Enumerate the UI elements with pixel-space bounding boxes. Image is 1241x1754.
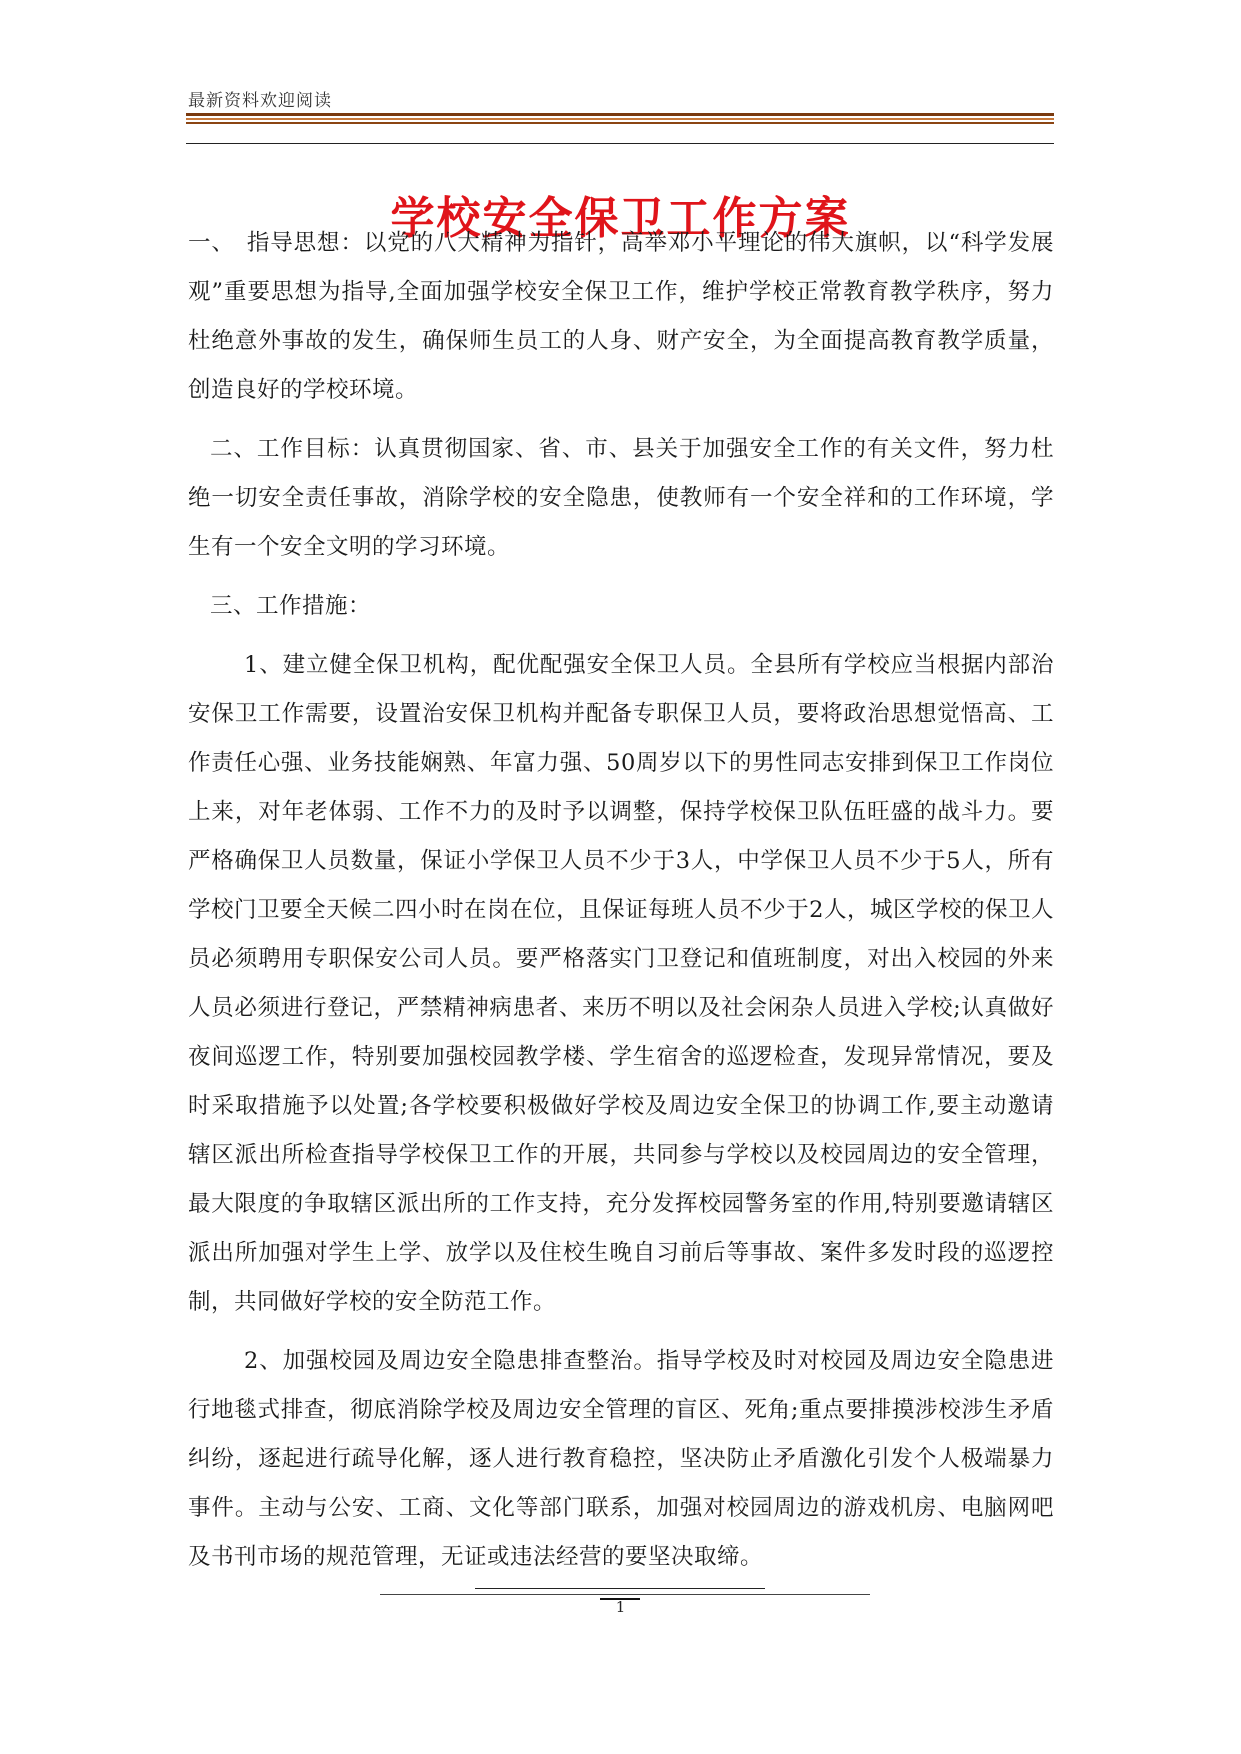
paragraph-work-measures-heading: 三、工作措施：	[210, 593, 372, 619]
paragraph-work-goals: 二、工作目标：认真贯彻国家、省、市、县关于加强安全工作的有关文件，努力杜绝一切安全责任事故，消除学校的安全隐患，使教师有一个安全祥和的工作环境，学生有一个安全文明的学习环境。	[188, 436, 1054, 560]
header-rule-dark	[186, 113, 1054, 116]
footer-rule-upper	[475, 1588, 765, 1589]
document-title: 学校安全保卫工作方案	[390, 193, 851, 245]
paragraph-guiding-ideology: 一、 指导思想：以党的八大精神为指针，高举邓小平理论的伟大旗帜，以“科学发展观”重要思想为指导,全面加强学校安全保卫工作，维护学校正常教育教学秩序，努力杜绝意外事故的发生，确保师生员工的人身、财产安全，为全面提高教育教学质量，创造良好的学校环境。	[188, 230, 1054, 403]
paragraph-measure-1: 1、建立健全保卫机构，配优配强安全保卫人员。全县所有学校应当根据内部治安保卫工作需要，设置治安保卫机构并配备专职保卫人员，要将政治思想觉悟高、工作责任心强、业务技能娴熟、年富力强、50周岁以下的男性同志安排到保卫工作岗位上来，对年老体弱、工作不力的及时予以调整，保持学校保卫队伍旺盛的战斗力。要严格确保卫人员数量，保证小学保卫人员不少于3人，中学保卫人员不少于5人，所有学校门卫要全天候二四小时在岗在位，且保证每班人员不少于2人，城区学校的保卫人员必须聘用专职保安公司人员。要严格落实门卫登记和值班制度，对出入校园的外来人员必须进行登记，严禁精神病患者、来历不明以及社会闲杂人员进入学校;认真做好夜间巡逻工作，特别要加强校园教学楼、学生宿舍的巡逻检查，发现异常情况，要及时采取措施予以处置;各学校要积极做好学校及周边安全保卫的协调工作,要主动邀请辖区派出所检查指导学校保卫工作的开展，共同参与学校以及校园周边的安全管理，最大限度的争取辖区派出所的工作支持，充分发挥校园警务室的作用,特别要邀请辖区派出所加强对学生上学、放学以及住校生晚自习前后等事故、案件多发时段的巡逻控制，共同做好学校的安全防范工作。	[188, 652, 1054, 1315]
header-text: 最新资料欢迎阅读	[188, 91, 332, 111]
header-rule-light	[186, 118, 1054, 120]
page-number: 1	[615, 1598, 626, 1616]
header-rule-thin	[186, 143, 1054, 144]
document-body	[188, 219, 1054, 1592]
paragraph-measure-2: 2、加强校园及周边安全隐患排查整治。指导学校及时对校园及周边安全隐患进行地毯式排查，彻底消除学校及周边安全管理的盲区、死角;重点要排摸涉校涉生矛盾纠纷，逐起进行疏导化解，逐人进行教育稳控，坚决防止矛盾激化引发个人极端暴力事件。主动与公安、工商、文化等部门联系，加强对校园周边的游戏机房、电脑网吧及书刊市场的规范管理，无证或违法经营的要坚决取缔。	[188, 1348, 1054, 1570]
header-rule-brown	[186, 122, 1054, 124]
footer-rule-long	[380, 1594, 870, 1595]
